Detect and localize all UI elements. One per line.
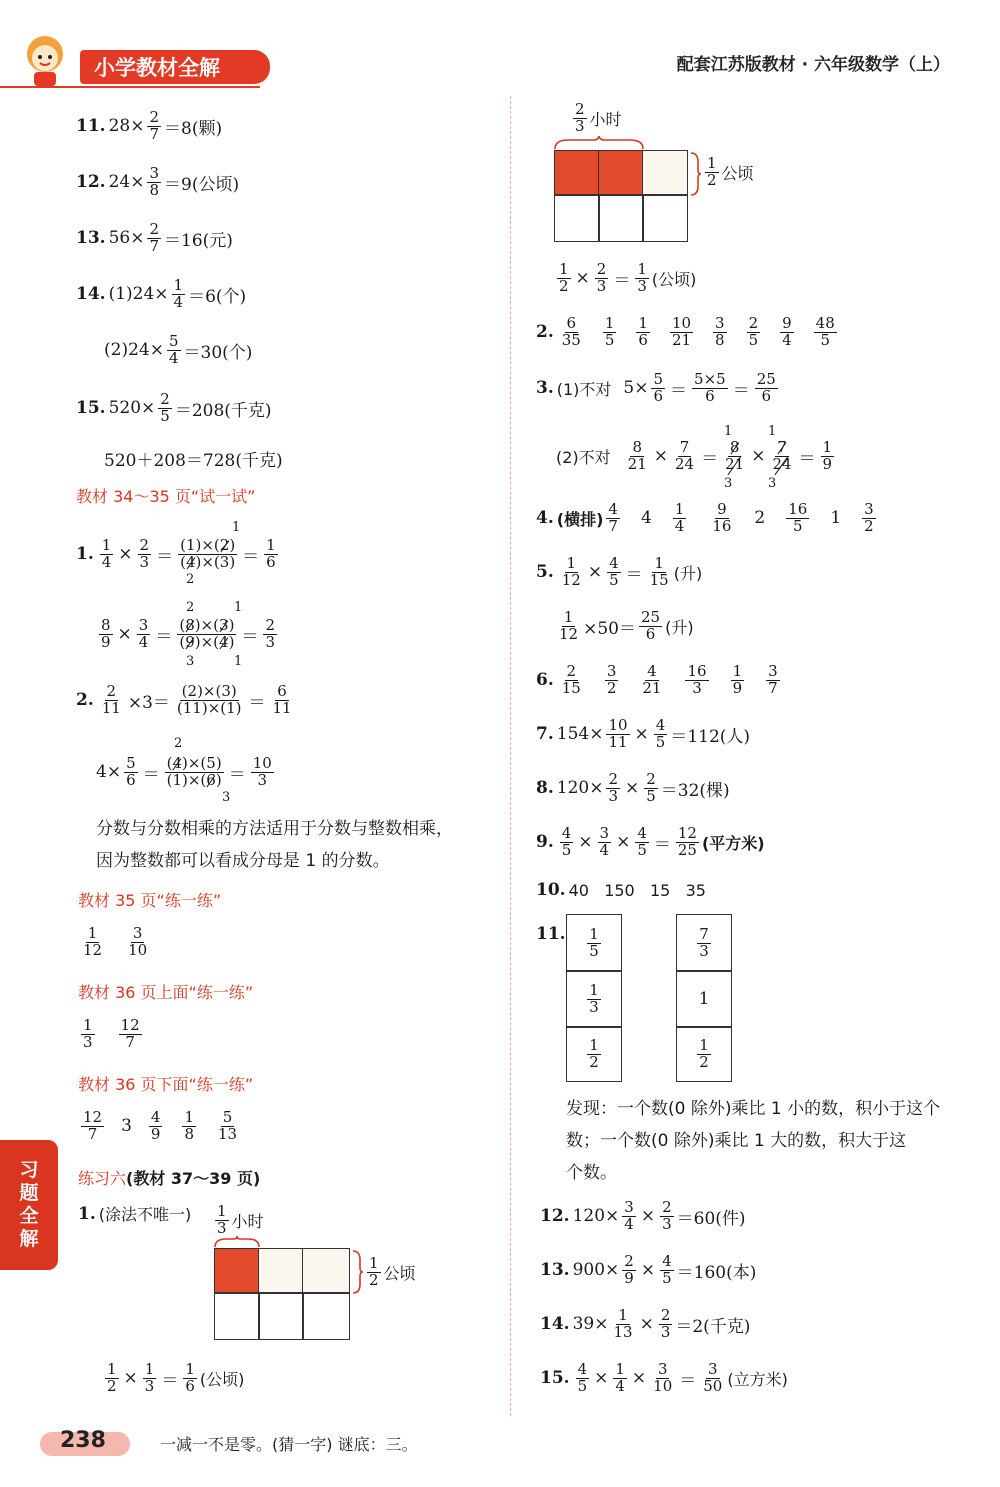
left-q14a: 14. (1)24× $\frac{1}{4}$ ＝6(个) — [76, 276, 247, 311]
cancel-note: 3 — [186, 654, 195, 669]
q11-cell: $\frac{1}{5}$ — [566, 914, 622, 972]
grid-cell — [258, 1248, 304, 1294]
practice-36-top-answers: $\frac{1}{3}$ $\frac{12}{7}$ — [83, 1016, 140, 1051]
grid-cell-shaded — [554, 150, 600, 196]
right-top-label: $\frac{2}{3}$ 小时 — [575, 100, 622, 135]
right-q11-num: 11. — [536, 924, 566, 944]
left-q13: 13. 56× $\frac{2}{7}$ ＝16(元) — [76, 220, 233, 255]
right-q12: 12. 120× $\frac{3}{4}$ × $\frac{2}{3}$ ＝60(件) — [540, 1198, 746, 1233]
left-q12: 12. 24× $\frac{3}{8}$ ＝9(公顷) — [76, 164, 240, 199]
cancel-note: 1 — [768, 424, 777, 439]
q11-cell: $\frac{1}{2}$ — [676, 1026, 732, 1082]
ex1-right-label: $\frac{1}{2}$ 公顷 — [369, 1254, 416, 1289]
right-q6: 6. $\frac{2}{15}$ $\frac{3}{2}$ $\frac{4}{21}$ $\frac{16}{3}$ $\frac{1}{9}$ $\frac{3}{7}$ — [536, 662, 778, 697]
grid-cell-shaded — [598, 150, 644, 196]
footer-riddle: 一减一不是零。(猜一字) 谜底：三。 — [160, 1435, 418, 1454]
left-q15a: 15. 520× $\frac{2}{5}$ ＝208(千克) — [76, 390, 272, 425]
cancel-note: 1 — [232, 520, 241, 535]
conclusion-line-1: 分数与分数相乘的方法适用于分数与整数相乘， — [96, 819, 453, 839]
conclusion-line-2: 因为整数都可以看成分母是 1 的分数。 — [96, 851, 390, 871]
series-banner: 小学教材全解 — [80, 50, 270, 84]
cancel-note: 2 — [186, 572, 195, 587]
section-exercise-6: 练习六 (教材 37～39 页) — [78, 1169, 261, 1188]
cancel-note: 2 — [186, 600, 195, 615]
finding-line-3: 个数。 — [566, 1163, 617, 1183]
right-q14: 14. 39× $\frac{1}{13}$ × $\frac{2}{3}$ ＝2(千克) — [540, 1306, 751, 1341]
grid-cell — [214, 1292, 260, 1340]
right-q3b: (2)不对 $\frac{8}{21}$ × $\frac{7}{24}$ ＝ $\frac{8}{21}$ × $\frac{7}{24}$ ＝ $\frac{1}{9}$ — [556, 438, 833, 473]
grid-cell — [302, 1292, 350, 1340]
grid-cell — [554, 194, 600, 242]
right-q7: 7. 154× $\frac{10}{11}$ × $\frac{4}{5}$ ＝112(人) — [536, 716, 751, 751]
grid-cell — [642, 150, 688, 196]
cancel-note: 2 — [174, 736, 183, 751]
cancel-note: 1 — [234, 600, 243, 615]
book-title: 配套江苏版教材 · 六年级数学（上） — [676, 55, 950, 75]
try-2b: 4× $\frac{5}{6}$ ＝ $\frac{(4)\times(5)}{(1)\times(6)}$ ＝ $\frac{10}{3}$ — [96, 754, 272, 789]
finding-line-1: 发现：一个数(0 除外)乘比 1 小的数，积小于这个 — [566, 1099, 941, 1119]
right-grid-equation: $\frac{1}{2}$ × $\frac{2}{3}$ ＝ $\frac{1}{3}$ (公顷) — [559, 260, 697, 295]
mascot-logo — [14, 30, 76, 92]
q11-cell: 1 — [676, 970, 732, 1028]
finding-line-2: 数；一个数(0 除外)乘比 1 大的数，积大于这 — [566, 1131, 907, 1151]
left-q15b: 520＋208＝728(千克) — [104, 451, 283, 471]
left-q11: 11. 28× $\frac{2}{7}$ ＝8(颗) — [76, 108, 223, 143]
right-q5a: 5. $\frac{1}{12}$ × $\frac{4}{5}$ ＝ $\frac{1}{15}$ (升) — [536, 554, 703, 589]
section-try-it: 教材 34～35 页“试一试” — [76, 487, 256, 506]
right-side-label: $\frac{1}{2}$ 公顷 — [707, 154, 754, 189]
try-1a: 1. $\frac{1}{4}$ × $\frac{2}{3}$ ＝ $\frac{(1)\times(2)}{(4)\times(3)}$ ＝ $\frac{1}{6}$ — [76, 536, 276, 571]
grid-cell — [302, 1248, 350, 1294]
page-number: 238 — [60, 1428, 106, 1453]
ex1-top-brace — [214, 1236, 260, 1248]
practice-35-answers: $\frac{1}{12}$ $\frac{3}{10}$ — [83, 924, 148, 959]
exercise-1-header: 1. (涂法不唯一) — [78, 1203, 192, 1224]
right-q8: 8. 120× $\frac{2}{3}$ × $\frac{2}{5}$ ＝32(棵) — [536, 770, 730, 805]
left-q14b: (2)24× $\frac{5}{4}$ ＝30(个) — [104, 332, 253, 367]
ex1-equation: $\frac{1}{2}$ × $\frac{1}{3}$ ＝ $\frac{1}{6}$ (公顷) — [107, 1360, 245, 1395]
right-q3a: 3. (1)不对 5× $\frac{5}{6}$ ＝ $\frac{5\times 5}{6}$ ＝ $\frac{25}{6}$ — [536, 370, 776, 405]
right-side-brace — [690, 152, 702, 196]
practice-36-bottom-answers: $\frac{12}{7}$ 3 $\frac{4}{9}$ $\frac{1}{8}$ $\frac{5}{13}$ — [83, 1108, 238, 1143]
section-practice-36-bottom: 教材 36 页下面“练一练” — [78, 1075, 254, 1094]
q11-cell: $\frac{7}{3}$ — [676, 914, 732, 972]
right-q4: 4. (横排) $\frac{4}{7}$ 4 $\frac{1}{4}$ $\frac{9}{16}$ 2 $\frac{16}{5}$ 1 $\frac{3}{2}$ — [536, 500, 874, 535]
right-q9: 9. $\frac{4}{5}$ × $\frac{3}{4}$ × $\frac{4}{5}$ ＝ $\frac{12}{25}$ (平方米) — [536, 824, 765, 859]
right-q5b: $\frac{1}{12}$ ×50＝ $\frac{25}{6}$ (升) — [559, 608, 694, 643]
right-q2: 2. $\frac{6}{35}$ $\frac{1}{5}$ $\frac{1}{6}$ $\frac{10}{21}$ $\frac{3}{8}$ $\frac{2}{5}$ $\frac{9}{4}$ $\frac{48}{5}$ — [536, 314, 835, 349]
grid-cell-shaded — [214, 1248, 260, 1294]
right-q13: 13. 900× $\frac{2}{9}$ × $\frac{4}{5}$ ＝160(本) — [540, 1252, 757, 1287]
q11-cell: $\frac{1}{2}$ — [566, 1026, 622, 1082]
section-practice-36-top: 教材 36 页上面“练一练” — [78, 983, 254, 1002]
column-divider — [510, 96, 511, 1416]
ex1-top-label: $\frac{1}{3}$ 小时 — [217, 1202, 264, 1237]
grid-cell — [258, 1292, 304, 1340]
try-2a: 2. $\frac{2}{11}$ ×3＝ $\frac{(2)\times(3)}{(11)\times(1)}$ ＝ $\frac{6}{11}$ — [76, 682, 292, 717]
try-1b: $\frac{8}{9}$ × $\frac{3}{4}$ ＝ $\frac{(8)\times(3)}{(9)\times(4)}$ ＝ $\frac{2}{3}$ — [101, 616, 275, 651]
section-practice-35: 教材 35 页“练一练” — [78, 891, 222, 910]
header-rule — [0, 86, 260, 88]
right-top-brace — [554, 136, 644, 150]
cancel-note: 1 — [234, 654, 243, 669]
cancel-note: 1 — [724, 424, 733, 439]
q11-cell: $\frac{1}{3}$ — [566, 970, 622, 1028]
side-tab: 习 题 全 解 — [0, 1140, 58, 1270]
right-q15: 15. $\frac{4}{5}$ × $\frac{1}{4}$ × $\frac{3}{10}$ ＝ $\frac{3}{50}$ (立方米) — [540, 1360, 788, 1395]
grid-cell — [642, 194, 688, 242]
ex1-right-brace — [352, 1250, 364, 1294]
cancel-note: 3 — [724, 476, 733, 491]
cancel-note: 3 — [222, 790, 231, 805]
right-q10: 10. 40 150 15 35 — [536, 880, 706, 900]
cancel-note: 3 — [768, 476, 777, 491]
grid-cell — [598, 194, 644, 242]
